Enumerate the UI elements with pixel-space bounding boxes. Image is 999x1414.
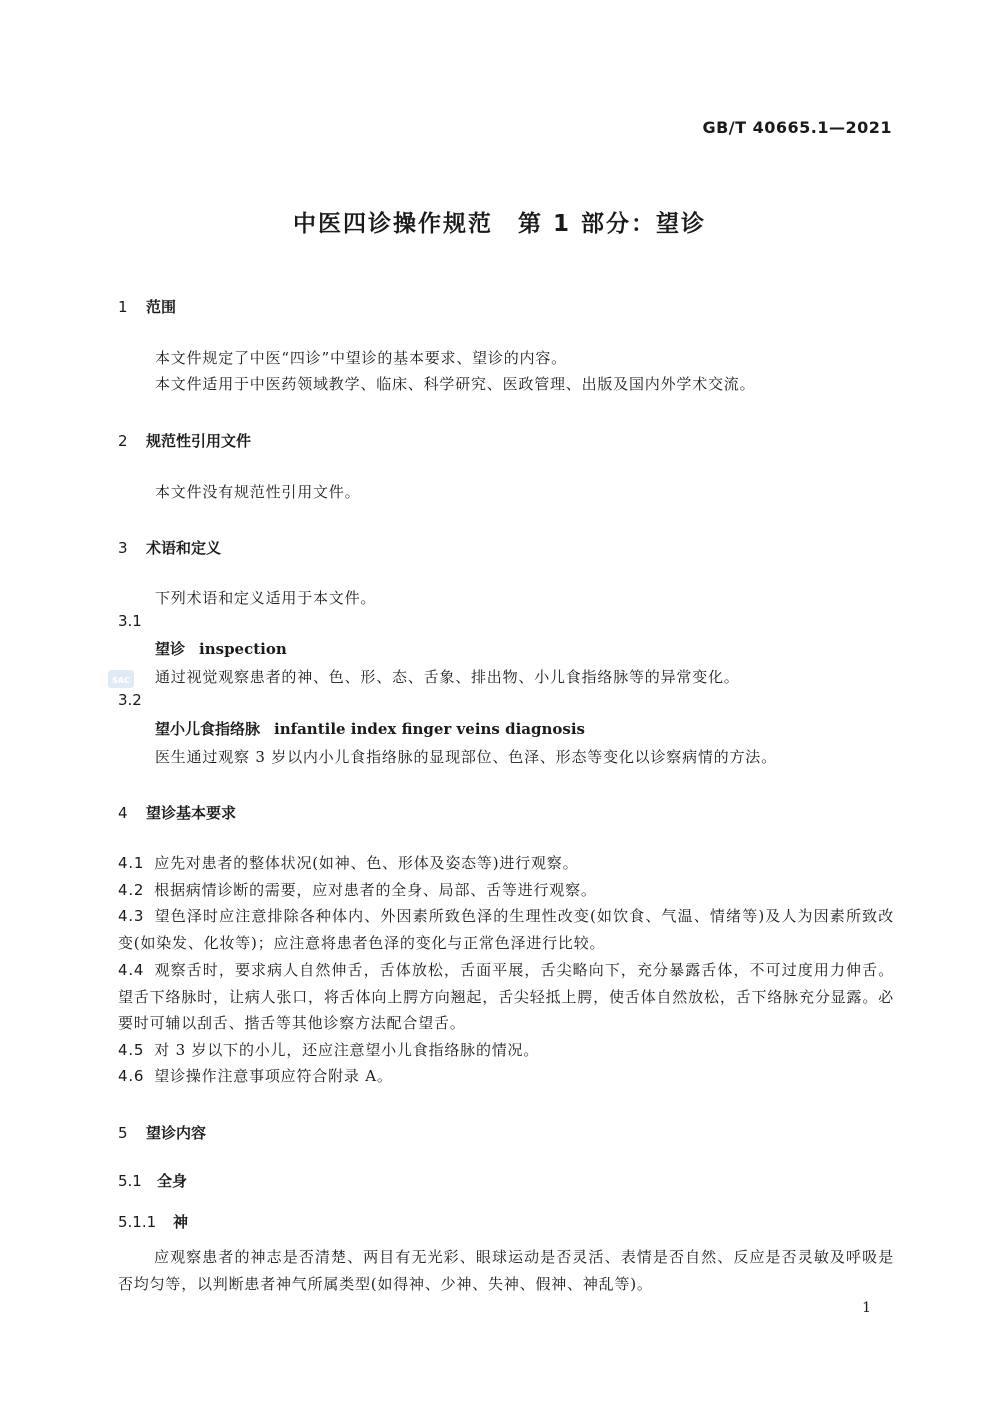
document-title: 中医四诊操作规范 第 1 部分：望诊 bbox=[292, 211, 707, 237]
section-4-heading bbox=[118, 802, 236, 823]
svg-text:SAC: SAC bbox=[112, 676, 130, 685]
clause-text: 望诊操作注意事项应符合附录 A。 bbox=[154, 1067, 393, 1085]
paragraph: 下列术语和定义适用于本文件。 bbox=[155, 589, 377, 607]
paragraph: 应观察患者的神志是否清楚、两目有无光彩、眼球运动是否灵活、表情是否自然、反应是否灵敏及呼吸是否均匀等，以判断患者神气所属类型(如得神、少神、失神、假神、神乱等)。 bbox=[118, 1248, 894, 1293]
page-number: 1 bbox=[862, 1300, 871, 1316]
term-entry bbox=[155, 638, 287, 659]
standard-number: GB/T 40665.1—2021 bbox=[702, 118, 892, 137]
clause-number: 4.1 bbox=[118, 854, 145, 872]
subsection-5-1-heading bbox=[118, 1170, 187, 1191]
term-entry bbox=[155, 718, 585, 739]
section-title: 望诊基本要求 bbox=[146, 804, 237, 822]
term-english: inspection bbox=[199, 640, 287, 658]
section-3-heading bbox=[118, 537, 221, 558]
clause-text: 望色泽时应注意排除各种体内、外因素所致色泽的生理性改变(如饮食、气温、情绪等)及人为因素所致改变(如染发、化妆等)；应注意将患者色泽的变化与正常色泽进行比较。 bbox=[118, 907, 894, 952]
term-definition: 通过视觉观察患者的神、色、形、态、舌象、排出物、小儿食指络脉等的异常变化。 bbox=[155, 668, 740, 686]
section-5-heading bbox=[118, 1122, 206, 1143]
clause-number: 4.4 bbox=[118, 961, 145, 979]
section-number: 1 bbox=[118, 298, 128, 316]
term-chinese: 望小儿食指络脉 bbox=[155, 720, 261, 738]
term-definition: 医生通过观察 3 岁以内小儿食指络脉的显现部位、色泽、形态等变化以诊察病情的方法。 bbox=[155, 748, 777, 766]
clause-4-3 bbox=[118, 903, 894, 956]
section-1-heading bbox=[118, 296, 176, 317]
section-number: 3 bbox=[118, 539, 128, 557]
term-number: 3.2 bbox=[118, 691, 142, 709]
subsection-number: 5.1.1 bbox=[118, 1213, 157, 1231]
clause-text: 根据病情诊断的需要，应对患者的全身、局部、舌等进行观察。 bbox=[154, 881, 597, 899]
subsection-5-1-1-heading bbox=[118, 1211, 188, 1232]
clause-4-4 bbox=[118, 957, 894, 1037]
term-chinese: 望诊 bbox=[155, 640, 186, 658]
clause-4-1 bbox=[118, 850, 894, 877]
clause-number: 4.6 bbox=[118, 1067, 145, 1085]
subsection-number: 5.1 bbox=[118, 1172, 142, 1190]
paragraph: 本文件没有规范性引用文件。 bbox=[155, 483, 361, 501]
clause-4-2 bbox=[118, 877, 894, 904]
subsection-title: 全身 bbox=[157, 1172, 188, 1190]
term-english: infantile index finger veins diagnosis bbox=[274, 720, 585, 738]
clause-text: 观察舌时，要求病人自然伸舌，舌体放松，舌面平展，舌尖略向下，充分暴露舌体，不可过度用力伸舌。望舌下络脉时，让病人张口，将舌体向上腭方向翘起，舌尖轻抵上腭，使舌体自然放松，舌下络脉充分显露。必要时可辅以刮舌、揩舌等其他诊察方法配合望舌。 bbox=[118, 961, 894, 1032]
watermark-logo bbox=[107, 668, 135, 690]
clause-4-6 bbox=[118, 1063, 894, 1090]
section-number: 2 bbox=[118, 432, 128, 450]
clause-number: 4.3 bbox=[118, 907, 145, 925]
clause-text: 应先对患者的整体状况(如神、色、形体及姿态等)进行观察。 bbox=[154, 854, 579, 872]
clause-4-5 bbox=[118, 1037, 894, 1064]
clause-number: 4.2 bbox=[118, 881, 145, 899]
term-number: 3.1 bbox=[118, 612, 142, 630]
section-number: 5 bbox=[118, 1124, 128, 1142]
section-title: 术语和定义 bbox=[146, 539, 222, 557]
section-2-heading bbox=[118, 430, 251, 451]
subsection-title: 神 bbox=[173, 1213, 189, 1231]
paragraph: 本文件适用于中医药领域教学、临床、科学研究、医政管理、出版及国内外学术交流。 bbox=[155, 375, 756, 393]
section-title: 望诊内容 bbox=[146, 1124, 207, 1142]
section-title: 规范性引用文件 bbox=[146, 432, 252, 450]
paragraph: 本文件规定了中医“四诊”中望诊的基本要求、望诊的内容。 bbox=[155, 349, 567, 367]
clause-number: 4.5 bbox=[118, 1041, 145, 1059]
section-title: 范围 bbox=[146, 298, 177, 316]
clause-text: 对 3 岁以下的小儿，还应注意望小儿食指络脉的情况。 bbox=[154, 1041, 540, 1059]
section-number: 4 bbox=[118, 804, 128, 822]
